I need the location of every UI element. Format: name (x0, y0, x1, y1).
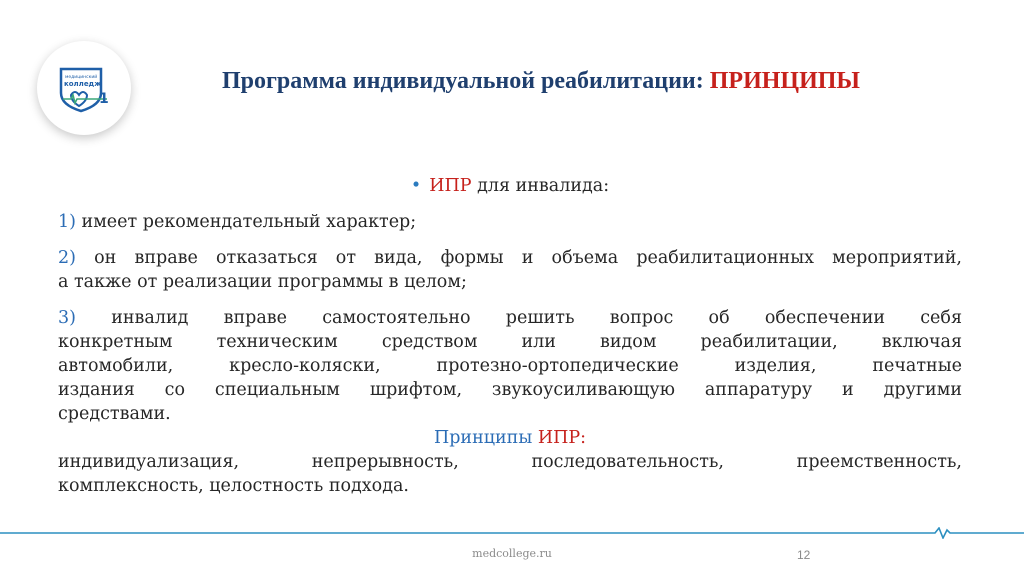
item-line: средствами. (58, 404, 171, 424)
item-line: автомобили, кресло-коляски, протезно-ортопедические изделия, печатные (58, 356, 962, 376)
principles-ipr: ИПР: (537, 428, 587, 448)
item-text: имеет рекомендательный характер; (75, 212, 417, 232)
logo-text-top: медицинский (65, 75, 98, 80)
list-item-3 (58, 306, 962, 426)
college-logo-icon (57, 65, 113, 113)
item-line: издания со специальным шрифтом, звукоусиливающую аппаратуру и другими (58, 380, 962, 400)
principles-line: комплексность, целостность подхода. (58, 476, 409, 496)
slide-content (58, 174, 962, 498)
principles-label: Принципы (433, 428, 538, 448)
principles-heading (58, 426, 962, 450)
item-line (58, 306, 962, 330)
item-text: он вправе отказаться от вида, формы и объема реабилитационных мероприятий, (75, 248, 962, 268)
intro-rest: для инвалида: (471, 176, 610, 196)
slide-title-accent: ПРИНЦИПЫ (709, 68, 860, 94)
list-item-1 (58, 210, 962, 234)
list-item-2 (58, 246, 962, 294)
slide-title-main: Программа индивидуальной реабилитации: (222, 68, 710, 94)
college-logo (37, 41, 131, 135)
footer-pulse-line (0, 527, 1024, 539)
item-line: а также от реализации программы в целом; (58, 272, 467, 292)
item-number: 2) (58, 248, 76, 268)
intro-ipr: ИПР (429, 176, 472, 196)
intro-line (58, 174, 962, 198)
principles-line: индивидуализация, непрерывность, последовательность, преемственность, (58, 452, 962, 472)
item-number: 1) (58, 212, 76, 232)
page-number: 12 (797, 548, 811, 562)
logo-number: 1 (99, 91, 109, 107)
logo-text-main: колледж (64, 80, 102, 88)
bullet-icon: • (410, 176, 422, 196)
footer-url: medcollege.ru (472, 547, 552, 560)
slide-title (222, 68, 982, 95)
item-number: 3) (58, 308, 76, 328)
item-text: инвалид вправе самостоятельно решить вопрос об обеспечении себя (75, 308, 962, 328)
item-line: конкретным техническим средством или видом реабилитации, включая (58, 332, 962, 352)
item-line (58, 246, 962, 270)
